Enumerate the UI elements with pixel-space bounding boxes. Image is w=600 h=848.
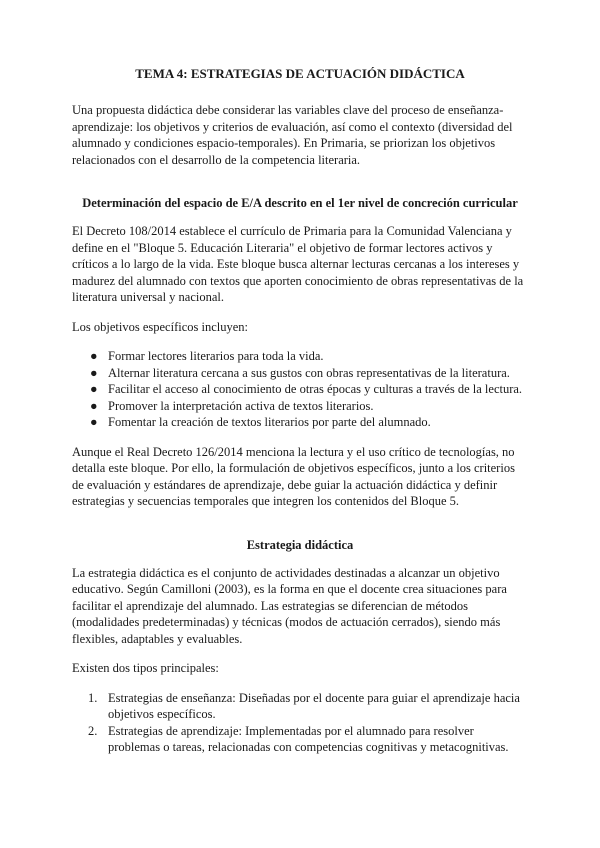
bullet-icon: ● xyxy=(90,415,98,429)
section-heading: Estrategia didáctica xyxy=(246,537,354,552)
section-curricular-level xyxy=(72,195,528,510)
list-item xyxy=(72,365,528,382)
paragraph: Aunque el Real Decreto 126/2014 menciona la lectura y el uso crítico de tecnologías, no detalla este bloque. Por ello, la formulación de objetivos específicos, junto a los criterios de evaluación y estándares de aprendizaje, debe guiar la actuación didáctica y definir estrategias y secuencias temporales que integren los contenidos del Bloque 5. xyxy=(72,444,515,508)
strategy-types-list xyxy=(72,690,528,756)
list-item xyxy=(72,381,528,398)
list-number: 2. xyxy=(88,723,98,738)
section-heading: Determinación del espacio de E/A descrito en el 1er nivel de concreción curricular xyxy=(82,196,518,210)
bullet-icon: ● xyxy=(90,365,98,380)
bullet-icon: ● xyxy=(90,382,98,396)
list-item xyxy=(72,348,528,365)
document-page xyxy=(72,66,528,756)
list-item xyxy=(72,414,528,431)
list-item-text: Estrategias de enseñanza: Diseñadas por el docente para guiar el aprendizaje hacia objetivos específicos. xyxy=(108,690,520,721)
list-item-text: Promover la interpretación activa de textos literarios. xyxy=(108,398,374,413)
paragraph: El Decreto 108/2014 establece el currículo de Primaria para la Comunidad Valenciana y define en el "Bloque 5. Educación Literaria" el objetivo de formar lectores activos y críticos a lo largo de la vida. Este bloque busca alternar lecturas cercanas a los intereses y madurez del alumnado con textos que aporten conocimiento de obras representativas de la literatura universal y nacional. xyxy=(72,224,524,304)
list-item-text: Facilitar el acceso al conocimiento de otras épocas y culturas a través de la lectura. xyxy=(108,382,523,396)
objectives-list xyxy=(72,348,528,431)
bullet-icon: ● xyxy=(90,349,98,363)
list-item-text: Formar lectores literarios para toda la vida. xyxy=(108,349,324,363)
paragraph: Los objetivos específicos incluyen: xyxy=(72,319,249,334)
section-didactic-strategy xyxy=(72,537,528,756)
paragraph: La estrategia didáctica es el conjunto de actividades destinadas a alcanzar un objetivo educativo. Según Camilloni (2003), es la forma en que el docente crea situaciones para facilitar el aprendizaje del alumnado. Las estrategias se diferencian de métodos (modalidades predeterminadas) y técnicas (modos de actuación cerrados), siendo más flexibles, adaptables y evaluables. xyxy=(72,565,507,646)
list-item-text: Alternar literatura cercana a sus gustos con obras representativas de la literatura. xyxy=(108,365,510,380)
intro-paragraph: Una propuesta didáctica debe considerar las variables clave del proceso de enseñanza-aprendizaje: los objetivos y criterios de evaluación, así como el contexto (diversidad del alumnado y condiciones espacio-temporales). En Primaria, se priorizan los objetivos relacionados con el desarrollo de la competencia literaria. xyxy=(72,103,513,167)
list-item xyxy=(72,690,528,723)
list-item xyxy=(72,398,528,415)
list-item xyxy=(72,723,528,756)
list-item-text: Estrategias de aprendizaje: Implementadas por el alumnado para resolver problemas o tareas, relacionadas con competencias cognitivas y metacognitivas. xyxy=(108,723,509,754)
list-number: 1. xyxy=(88,690,98,705)
bullet-icon: ● xyxy=(90,398,98,413)
list-item-text: Fomentar la creación de textos literarios por parte del alumnado. xyxy=(108,415,431,429)
document-title: TEMA 4: ESTRATEGIAS DE ACTUACIÓN DIDÁCTICA xyxy=(135,66,465,81)
paragraph: Existen dos tipos principales: xyxy=(72,661,219,675)
